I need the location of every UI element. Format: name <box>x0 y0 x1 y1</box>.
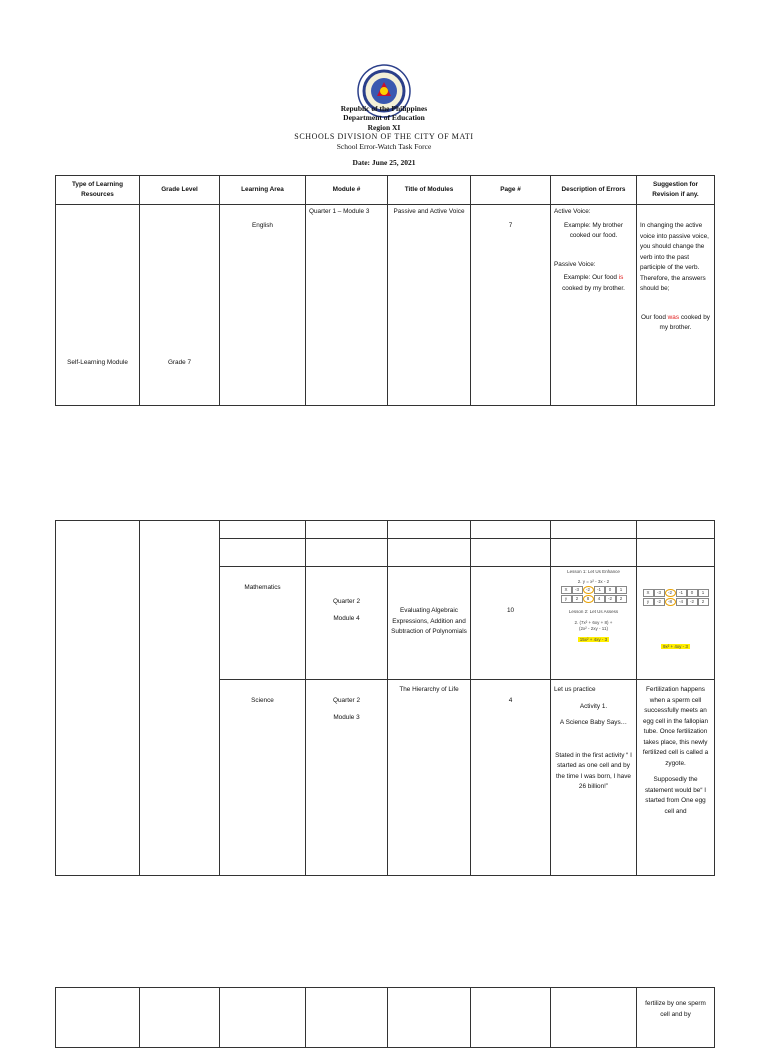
cell-suggestion-science: Fertilization happens when a sperm cell successfully meets an egg cell in the fallopian tube. Once fertilization takes place, this newly fertilized cell is called a zygote. Supposedly the statement would be“ I started from One egg cell and <box>637 680 715 876</box>
header-line-department: Department of Education <box>343 113 425 122</box>
active-voice-example: Example: My brother cooked our food. <box>564 221 623 239</box>
math-corrected-answer: 9x² + 4xy - 3 <box>663 644 688 649</box>
error-table-2 <box>55 520 715 876</box>
col-header-suggestion: Suggestion for Revision if any. <box>637 176 715 205</box>
cell-suggestion <box>637 205 715 406</box>
cell-description-science: Let us practice Activity 1. A Science Baby Says… Stated in the first activity “ I started as one cell and by the time I was born, I have 26 billion!” <box>551 680 637 876</box>
cell-grade: Grade 7 <box>140 205 220 406</box>
cell-type: Self-Learning Module <box>56 205 140 406</box>
error-table-3 <box>55 987 715 1048</box>
cell-title-science: The Hierarchy of Life <box>388 680 471 876</box>
cell-area-math: Mathematics <box>220 567 306 680</box>
col-header-description: Description of Errors <box>551 176 637 205</box>
col-header-title: Title of Modules <box>388 176 471 205</box>
cell-page-math: 10 <box>471 567 551 680</box>
cell-title: Passive and Active Voice <box>388 205 471 406</box>
col-header-area: Learning Area <box>220 176 306 205</box>
header-date: Date: June 25, 2021 <box>352 158 416 167</box>
cell-page: 7 <box>471 205 551 406</box>
cell-type-merged <box>56 521 140 876</box>
cell-description <box>551 205 637 406</box>
math-y-row: y 2 8 4 -2 2 <box>554 595 633 603</box>
math-suggestion-image <box>637 567 715 680</box>
sug-y-row: y -2 -8 -4 -2 2 <box>640 598 711 606</box>
cell-page-science: 4 <box>471 680 551 876</box>
header-line-republic: Republic of the Philippines <box>340 104 428 113</box>
suggestion-answer: Our food was cooked by my brother. <box>641 313 710 331</box>
cell-area: English <box>220 205 306 406</box>
math-error-image: Lesson 1: Let Us Enhance 2. y = x² - 3x - 2 X -3 -2 -1 0 1 y 2 8 4 -2 2 Lesson 2: Let Us Assess 2. (7x² + 6xy + 8) + (2x² - 2xy - 11) 15x² + 4xy - 3 <box>551 567 637 680</box>
header-line-division: SCHOOLS DIVISION OF THE CITY OF MATI <box>294 132 474 141</box>
header-line-taskforce: School Error-Watch Task Force <box>336 142 432 151</box>
math-error-answer: 15x² + 4xy - 3 <box>579 637 608 642</box>
cell-grade-merged <box>140 521 220 876</box>
math-x-row: X -3 -2 -1 0 1 <box>554 586 633 594</box>
cell-area-science: Science <box>220 680 306 876</box>
cell-suggestion-continued: fertilize by one sperm cell and by <box>637 988 715 1048</box>
cell-title-math: Evaluating Algebraic Expressions, Addition and Subtraction of Polynomials <box>388 567 471 680</box>
col-header-grade: Grade Level <box>140 176 220 205</box>
cell-module-science: Quarter 2 Module 3 <box>306 680 388 876</box>
sug-x-row: X -3 -2 -1 0 1 <box>640 589 711 597</box>
col-header-module: Module # <box>306 176 388 205</box>
col-header-page: Page # <box>471 176 551 205</box>
cell-module: Quarter 1 – Module 3 <box>306 205 388 406</box>
passive-voice-label: Passive Voice: <box>554 260 596 268</box>
corrected-word: was <box>667 313 680 321</box>
error-word: is <box>618 274 624 281</box>
cell-module-math: Quarter 2 Module 4 <box>306 567 388 680</box>
passive-voice-example: Example: Our food is cooked by my brother. <box>562 274 625 292</box>
active-voice-label: Active Voice: <box>554 208 591 215</box>
col-header-type: Type of Learning Resources <box>56 176 140 205</box>
header-line-region: Region XI <box>367 123 401 132</box>
error-table-1 <box>55 175 715 406</box>
suggestion-text: In changing the active voice into passive voice, you should change the verb into the past participle of the verb. Therefore, the answers should be; <box>640 222 709 292</box>
